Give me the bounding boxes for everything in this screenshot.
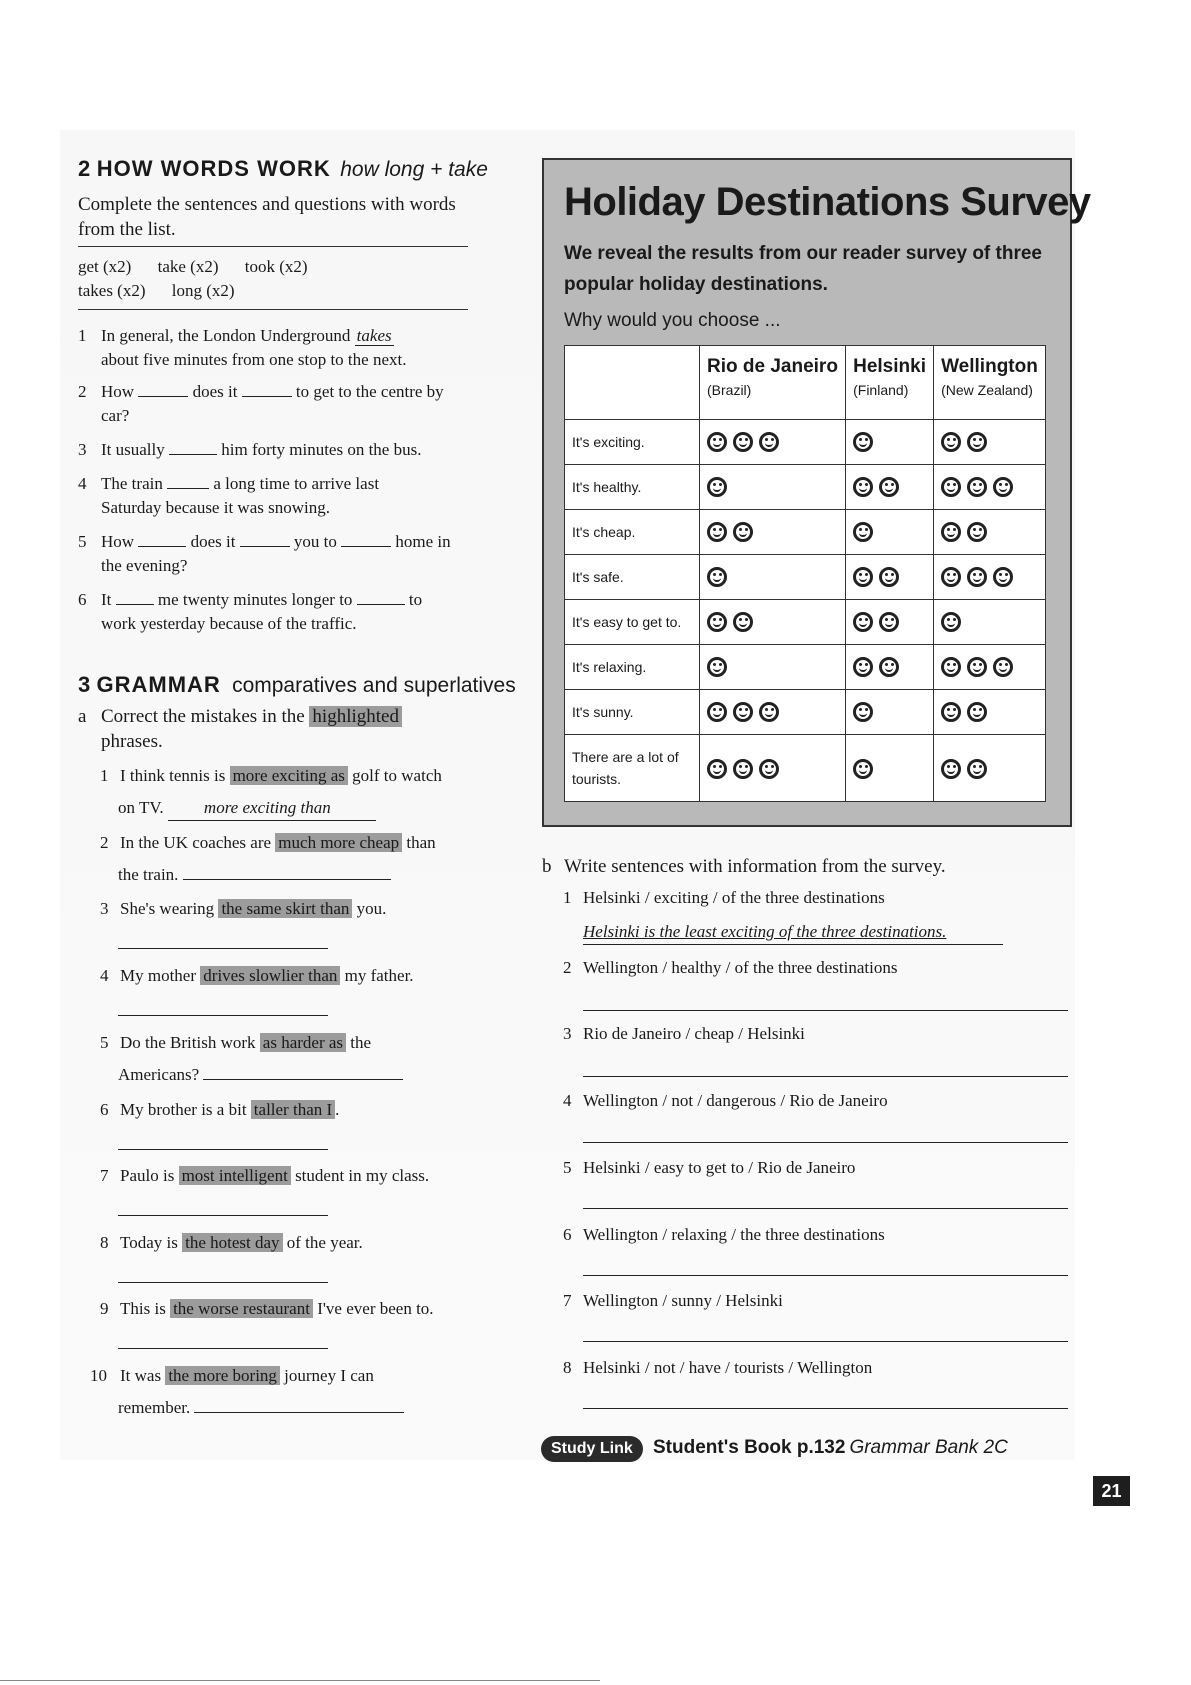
item-text: a long time to arrive last (213, 474, 380, 493)
smiley-icon (941, 657, 961, 677)
smiley-icon (879, 612, 899, 632)
item-text: remember. (118, 1398, 191, 1417)
rating-cell (934, 420, 1046, 465)
item-number: 8 (563, 1358, 572, 1377)
book-reference: Student's Book p.132 (653, 1437, 846, 1458)
exercise2-item-1 (78, 324, 498, 372)
item-text: My mother (120, 966, 201, 985)
word-item: long (x2) (171, 281, 235, 300)
section2-title: HOW WORDS WORK (96, 156, 331, 181)
smiley-icon (879, 477, 899, 497)
part-b-item-1 (563, 888, 885, 908)
smiley-icon (941, 522, 961, 542)
rating-cell (846, 645, 934, 690)
answer-line[interactable] (583, 1341, 1068, 1342)
item-text: does it (192, 382, 238, 401)
rating-cell (700, 735, 846, 802)
smiley-icon (941, 477, 961, 497)
rating-cell (700, 465, 846, 510)
item-text: I think tennis is (120, 766, 230, 785)
grammar-item-5-line2 (118, 1063, 538, 1087)
row-label: It's safe. (565, 555, 700, 600)
item-text: than (402, 833, 436, 852)
answer-blank[interactable] (169, 440, 217, 455)
answer-blank[interactable] (242, 382, 292, 397)
smiley-icon (853, 477, 873, 497)
answer-line[interactable] (118, 1015, 328, 1016)
item-text: journey I can (279, 1366, 374, 1385)
exercise2-item-6 (78, 588, 498, 636)
grammar-item-7 (100, 1164, 520, 1188)
item-text: of the year. (282, 1233, 363, 1252)
survey-title: Holiday Destinations Survey (564, 180, 1091, 224)
item-number: 8 (100, 1233, 109, 1252)
item-number: 10 (90, 1366, 107, 1385)
grammar-item-2 (100, 831, 520, 855)
answer-line[interactable] (118, 1348, 328, 1349)
survey-question: Why would you choose ... (564, 310, 781, 331)
grammar-item-5 (100, 1031, 520, 1055)
item-number: 7 (100, 1166, 109, 1185)
smiley-icon (707, 612, 727, 632)
item-number: 5 (563, 1158, 572, 1177)
smiley-icon (967, 702, 987, 722)
item-number: 4 (100, 966, 109, 985)
answer-line[interactable] (118, 1149, 328, 1150)
answer-line (583, 944, 1003, 945)
word-item: take (x2) (157, 257, 219, 276)
section3-number: 3 (78, 672, 92, 697)
highlighted-phrase: the hotest day (182, 1233, 282, 1252)
smiley-icon (853, 702, 873, 722)
item-number: 6 (563, 1225, 572, 1244)
item-text: In the UK coaches are (120, 833, 276, 852)
answer-line[interactable] (194, 1398, 404, 1413)
word-list-box (78, 246, 468, 310)
item-text: I've ever been to. (312, 1299, 434, 1318)
item-number: 1 (100, 766, 109, 785)
grammar-item-4 (100, 964, 520, 988)
rating-cell (700, 555, 846, 600)
section3-title: GRAMMAR (96, 672, 221, 697)
item-text: him forty minutes on the bus. (221, 440, 422, 459)
row-label: It's exciting. (565, 420, 700, 465)
grammar-item-8 (100, 1231, 520, 1255)
column-header (934, 346, 1046, 420)
answer-blank[interactable] (167, 474, 209, 489)
part-b-item-7 (563, 1291, 783, 1311)
example-answer: takes (356, 326, 392, 345)
city-name: Rio de Janeiro (707, 356, 838, 377)
word-list-line-1 (78, 255, 468, 279)
highlighted-phrase: much more cheap (275, 833, 402, 852)
study-reference (653, 1437, 1008, 1459)
smiley-icon (967, 657, 987, 677)
city-name: Helsinki (853, 356, 926, 377)
item-number: 4 (78, 474, 87, 493)
item-text: home in (395, 532, 451, 551)
item-number: 9 (100, 1299, 109, 1318)
column-header (846, 346, 934, 420)
item-text: work yesterday because of the traffic. (101, 614, 357, 633)
smiley-icon (993, 567, 1013, 587)
item-text: the (346, 1033, 372, 1052)
smiley-icon (879, 657, 899, 677)
answer-line[interactable] (118, 1215, 328, 1216)
answer-line[interactable] (583, 1208, 1068, 1209)
country-name: (Finland) (853, 382, 909, 398)
item-text: on TV. (118, 798, 164, 817)
answer-line[interactable] (118, 948, 328, 949)
highlighted-phrase: the worse restaurant (170, 1299, 313, 1318)
smiley-icon (707, 657, 727, 677)
survey-row (565, 645, 1046, 690)
smiley-icon (853, 432, 873, 452)
study-link-badge[interactable]: Study Link (541, 1436, 643, 1462)
answer-line[interactable] (583, 1142, 1068, 1143)
part-b-item-6 (563, 1225, 885, 1245)
empty-header-cell (565, 346, 700, 420)
row-label: It's relaxing. (565, 645, 700, 690)
instruction-text: phrases. (101, 731, 163, 752)
item-number: 6 (78, 590, 87, 609)
rating-cell (934, 645, 1046, 690)
part-b-instructions (542, 856, 946, 878)
item-text: you. (352, 899, 387, 918)
item-number: 1 (563, 888, 572, 907)
smiley-icon (879, 567, 899, 587)
page-number: 21 (1093, 1476, 1130, 1506)
answer-blank[interactable] (138, 532, 186, 547)
item-number: 5 (78, 532, 87, 551)
grammar-item-1 (100, 764, 520, 788)
grammar-item-10 (90, 1364, 510, 1388)
answer-line[interactable] (118, 1282, 328, 1283)
part-letter: a (78, 706, 87, 727)
row-label: It's cheap. (565, 510, 700, 555)
part-b-item-5 (563, 1158, 855, 1178)
city-name: Wellington (941, 356, 1038, 377)
smiley-icon (733, 612, 753, 632)
smiley-icon (941, 432, 961, 452)
rating-cell (846, 600, 934, 645)
rating-cell (700, 690, 846, 735)
smiley-icon (853, 612, 873, 632)
answer-line[interactable] (583, 1076, 1068, 1077)
item-text: car? (101, 406, 130, 425)
item-text: In general, the London Underground (101, 326, 355, 345)
instruction-text: Write sentences with information from the survey. (564, 856, 946, 877)
exercise2-item-5 (78, 530, 498, 578)
grammar-item-3 (100, 897, 520, 921)
grammar-item-6 (100, 1098, 520, 1122)
smiley-icon (733, 432, 753, 452)
item-number: 7 (563, 1291, 572, 1310)
row-label: It's easy to get to. (565, 600, 700, 645)
item-text: Wellington / sunny / Helsinki (583, 1291, 783, 1310)
section3-subtitle: comparatives and superlatives (232, 674, 516, 697)
smiley-icon (759, 759, 779, 779)
smiley-icon (733, 522, 753, 542)
row-label: It's healthy. (565, 465, 700, 510)
rating-cell (700, 645, 846, 690)
item-text: This is (120, 1299, 171, 1318)
rating-cell (700, 600, 846, 645)
rating-cell (846, 690, 934, 735)
smiley-icon (941, 702, 961, 722)
item-text: my father. (340, 966, 414, 985)
item-text: Today is (120, 1233, 183, 1252)
section2-number: 2 (78, 156, 92, 181)
rating-cell (846, 420, 934, 465)
answer-line[interactable] (583, 1408, 1068, 1409)
smiley-icon (993, 657, 1013, 677)
highlighted-phrase: the same skirt than (218, 899, 352, 918)
highlighted-phrase: taller than I (251, 1100, 335, 1119)
word-list-line-2 (78, 279, 468, 303)
survey-row (565, 690, 1046, 735)
survey-row (565, 600, 1046, 645)
section2-heading (78, 156, 488, 182)
smiley-icon (967, 567, 987, 587)
smiley-icon (707, 567, 727, 587)
rating-cell (846, 510, 934, 555)
grammar-item-9 (100, 1297, 520, 1321)
part-b-item-4 (563, 1091, 888, 1111)
highlighted-phrase: the more boring (165, 1366, 280, 1385)
smiley-icon (853, 567, 873, 587)
smiley-icon (967, 522, 987, 542)
section2-subtitle: how long + take (340, 158, 488, 181)
item-number: 3 (100, 899, 109, 918)
item-text: Americans? (118, 1065, 200, 1084)
word-item: took (x2) (244, 257, 308, 276)
survey-table (564, 345, 1046, 802)
highlighted-word: highlighted (309, 706, 402, 727)
column-header (700, 346, 846, 420)
item-text: How (101, 382, 135, 401)
part-a-instructions (78, 704, 478, 754)
item-text: me twenty minutes longer to (157, 590, 353, 609)
smiley-icon (941, 567, 961, 587)
item-text: to (408, 590, 423, 609)
item-text: It (101, 590, 112, 609)
rating-cell (846, 735, 934, 802)
country-name: (New Zealand) (941, 382, 1033, 398)
answer-blank[interactable] (240, 532, 290, 547)
rating-cell (700, 420, 846, 465)
item-text: to get to the centre by (295, 382, 444, 401)
smiley-icon (707, 759, 727, 779)
item-number: 5 (100, 1033, 109, 1052)
grammar-bank-reference: Grammar Bank 2C (849, 1437, 1008, 1458)
highlighted-phrase: most intelligent (179, 1166, 291, 1185)
answer-blank[interactable] (138, 382, 188, 397)
smiley-icon (967, 432, 987, 452)
section3-heading (78, 672, 516, 698)
item-text: How (101, 532, 135, 551)
item-text: student in my class. (290, 1166, 430, 1185)
item-number: 2 (100, 833, 109, 852)
word-item: takes (x2) (78, 281, 146, 300)
part-b-item-8 (563, 1358, 872, 1378)
smiley-icon (707, 432, 727, 452)
smiley-icon (759, 432, 779, 452)
item-text: My brother is a bit (120, 1100, 251, 1119)
smiley-icon (707, 477, 727, 497)
item-number: 2 (563, 958, 572, 977)
item-text: Saturday because it was snowing. (101, 498, 330, 517)
item-number: 1 (78, 326, 87, 345)
item-text: Paulo is (120, 1166, 179, 1185)
item-text: Wellington / relaxing / the three destinations (583, 1225, 885, 1244)
item-text: Helsinki / not / have / tourists / Wellington (583, 1358, 873, 1377)
answer-line[interactable] (583, 1010, 1068, 1011)
item-text: about five minutes from one stop to the next. (101, 350, 407, 369)
item-text: Helsinki / easy to get to / Rio de Janeiro (583, 1158, 856, 1177)
rating-cell (846, 465, 934, 510)
item-text: Wellington / healthy / of the three destinations (583, 958, 898, 977)
survey-row (565, 465, 1046, 510)
exercise2-item-2 (78, 380, 498, 428)
smiley-icon (853, 759, 873, 779)
smiley-icon (733, 759, 753, 779)
bottom-divider (0, 1680, 600, 1681)
smiley-icon (759, 702, 779, 722)
item-text: She's wearing (120, 899, 219, 918)
item-text: does it (190, 532, 236, 551)
part-b-item-3 (563, 1024, 805, 1044)
item-text: It usually (101, 440, 165, 459)
rating-cell (846, 555, 934, 600)
rating-cell (934, 510, 1046, 555)
highlighted-phrase: drives slowlier than (200, 966, 340, 985)
item-text: Do the British work (120, 1033, 260, 1052)
survey-body (565, 420, 1046, 802)
smiley-icon (941, 759, 961, 779)
rating-cell (934, 690, 1046, 735)
highlighted-phrase: more exciting as (230, 766, 348, 785)
smiley-icon (967, 759, 987, 779)
item-number: 6 (100, 1100, 109, 1119)
rating-cell (934, 465, 1046, 510)
answer-blank[interactable] (357, 590, 405, 605)
highlighted-phrase: as harder as (260, 1033, 346, 1052)
grammar-item-10-line2 (118, 1396, 538, 1420)
example-answer: Helsinki is the least exciting of the three destinations. (583, 922, 947, 941)
smiley-icon (941, 612, 961, 632)
smiley-icon (707, 702, 727, 722)
smiley-icon (967, 477, 987, 497)
item-text: Rio de Janeiro / cheap / Helsinki (583, 1024, 805, 1043)
grammar-item-1-line2 (118, 796, 538, 821)
rating-cell (700, 510, 846, 555)
item-text: Wellington / not / dangerous / Rio de Janeiro (583, 1091, 888, 1110)
answer-line[interactable] (183, 865, 391, 880)
example-answer: more exciting than (168, 796, 376, 821)
country-name: (Brazil) (707, 382, 752, 398)
answer-line[interactable] (583, 1275, 1068, 1276)
survey-row (565, 420, 1046, 465)
item-text: the train. (118, 865, 179, 884)
survey-row (565, 510, 1046, 555)
survey-header-row (565, 346, 1046, 420)
row-label: It's sunny. (565, 690, 700, 735)
item-text: It was (120, 1366, 166, 1385)
instruction-text: Correct the mistakes in the (101, 706, 310, 727)
rating-cell (934, 555, 1046, 600)
grammar-item-2-line2 (118, 863, 538, 887)
smiley-icon (707, 522, 727, 542)
part-b-item-2 (563, 958, 897, 978)
answer-line[interactable] (203, 1065, 403, 1080)
smiley-icon (853, 522, 873, 542)
rating-cell (934, 735, 1046, 802)
part-letter: b (542, 856, 552, 877)
survey-intro: We reveal the results from our reader survey of three popular holiday destinations. (564, 243, 1042, 295)
item-text: . (335, 1100, 340, 1119)
smiley-icon (733, 702, 753, 722)
smiley-icon (993, 477, 1013, 497)
section2-instructions: Complete the sentences and questions with words from the list. (78, 194, 456, 240)
item-text: The train (101, 474, 163, 493)
item-number: 3 (563, 1024, 572, 1043)
item-text: you to (293, 532, 337, 551)
rating-cell (934, 600, 1046, 645)
answer-blank[interactable] (116, 590, 154, 605)
smiley-icon (853, 657, 873, 677)
row-label: There are a lot of tourists. (565, 735, 700, 802)
answer-blank[interactable] (341, 532, 391, 547)
survey-row (565, 555, 1046, 600)
exercise2-item-4 (78, 472, 498, 520)
item-text: Helsinki / exciting / of the three destinations (583, 888, 885, 907)
item-number: 3 (78, 440, 87, 459)
exercise2-item-3 (78, 438, 498, 462)
item-text: the evening? (101, 556, 188, 575)
item-text: golf to watch (347, 766, 442, 785)
survey-row (565, 735, 1046, 802)
word-item: get (x2) (78, 257, 132, 276)
item-number: 2 (78, 382, 87, 401)
item-number: 4 (563, 1091, 572, 1110)
